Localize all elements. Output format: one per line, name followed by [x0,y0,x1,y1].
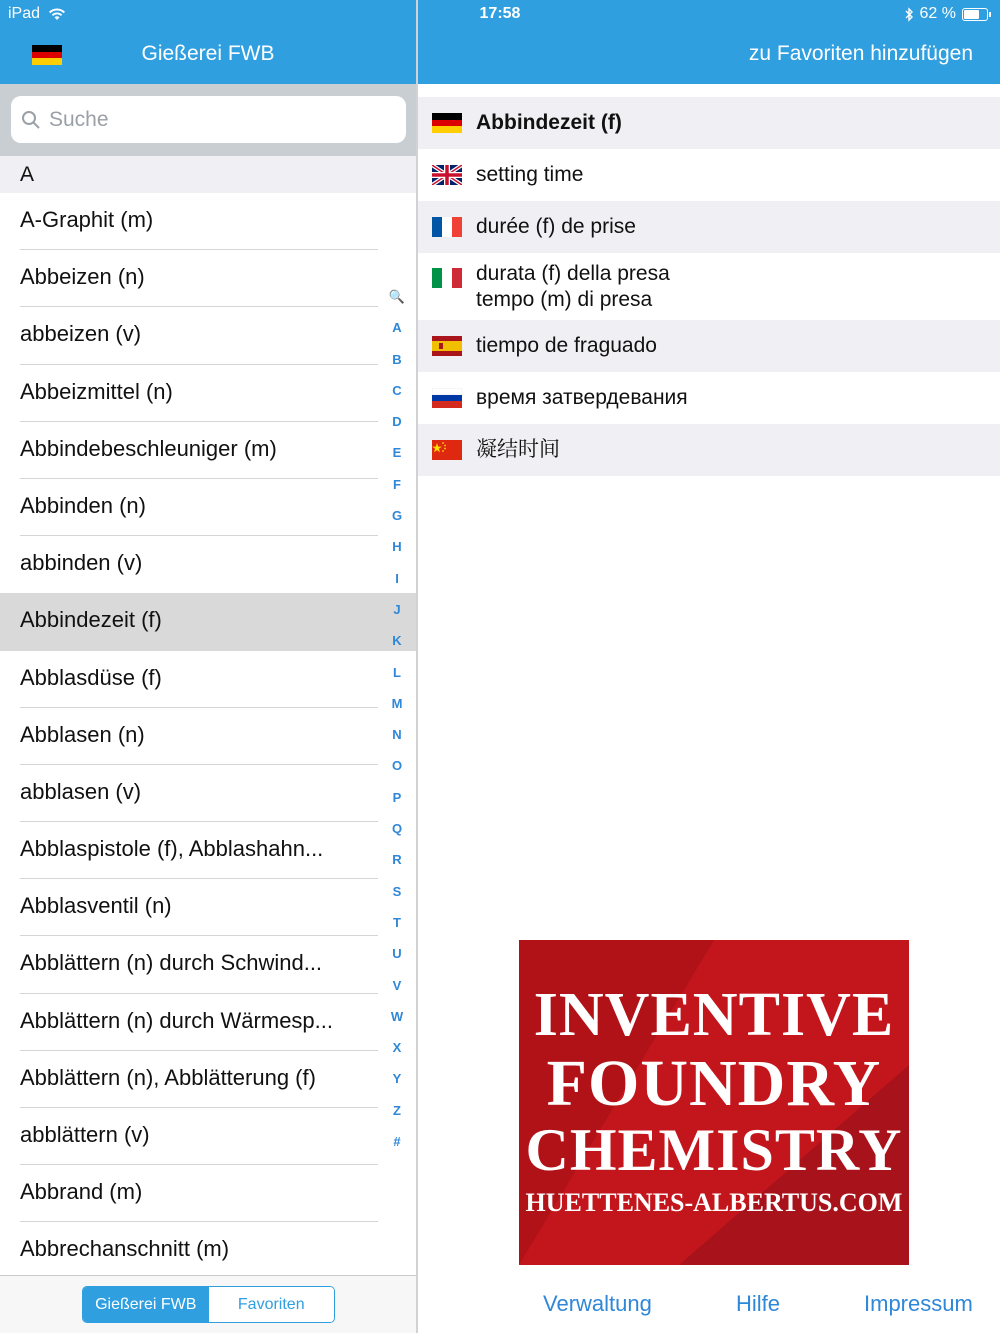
list-item[interactable] [0,822,416,879]
list-item-label: abbinden (v) [20,550,143,576]
translation-row-zh [418,424,1000,476]
ad-line-1: INVENTIVE [533,981,895,1049]
index-letter[interactable]: D [392,414,402,430]
list-item-label: Abblasen (n) [20,721,145,747]
section-letter: A [20,163,35,186]
list-item[interactable] [0,250,416,307]
index-letter[interactable]: X [392,1040,402,1056]
search-input[interactable] [49,108,389,132]
translation-row-fr [418,201,1000,253]
list-item[interactable] [0,1222,416,1275]
list-item-label: abbeizen (v) [20,321,142,347]
section-header [0,156,416,193]
list-item-label: Abbeizen (n) [20,264,145,290]
list-item-label: Abbindezeit (f) [20,607,162,633]
ad-line-3: CHEMISTRY [525,1117,903,1183]
spanish-flag-icon [432,336,462,356]
index-letter[interactable]: I [395,570,399,586]
battery-icon [962,8,988,21]
list-item-label: Abblättern (n), Abblätterung (f) [20,1064,316,1090]
index-letter[interactable]: P [392,789,402,805]
italian-flag-icon [432,268,462,288]
segment-favoriten[interactable]: Favoriten [209,1287,335,1322]
list-item[interactable] [0,422,416,479]
index-letter[interactable]: L [393,664,401,680]
index-letter[interactable]: S [392,883,402,899]
index-letter[interactable]: T [393,914,401,930]
ad-url: HUETTENES-ALBERTUS.COM [525,1188,903,1217]
search-icon [21,110,41,130]
index-search-icon[interactable]: 🔍 [388,289,406,304]
list-item-label: Abbrechanschnitt (m) [20,1236,230,1262]
imprint-button[interactable]: Impressum [864,1291,973,1316]
index-letter[interactable]: R [392,852,402,868]
translation-row-en [418,149,1000,201]
left-bottom-bar [0,1275,416,1333]
add-favorite-button[interactable]: zu Favoriten hinzufügen [748,42,973,65]
list-item-label: Abbrand (m) [20,1179,143,1205]
list-item[interactable] [0,1108,416,1165]
translation-text-it-1: durata (f) della presa [476,262,670,285]
index-letter[interactable]: Y [392,1071,402,1087]
device-label: iPad [8,5,41,22]
list-item[interactable] [0,1165,416,1222]
index-letter[interactable]: # [393,1134,401,1150]
index-letter[interactable]: K [392,633,402,649]
top-bar [0,0,1000,84]
list-item-label: A-Graphit (m) [20,207,154,232]
list-item[interactable] [0,193,416,250]
translation-text-ru: время затвердевания [476,386,688,409]
index-letter[interactable]: W [390,1008,404,1024]
list-item[interactable] [0,479,416,536]
index-letter[interactable]: V [392,977,402,993]
index-letter[interactable]: H [392,539,402,555]
right-toolbar [418,1275,1000,1333]
index-letter[interactable]: M [391,695,403,711]
advertisement-banner[interactable] [519,940,909,1265]
list-item-label: Abbindebeschleuniger (m) [20,435,277,461]
translation-text-it [476,261,670,313]
translation-text-zh: 凝结时间 [476,438,560,461]
list-item[interactable] [0,365,416,422]
search-bar-container [0,84,416,156]
search-field[interactable] [11,96,406,143]
status-right [904,5,988,23]
list-item-label: Abbinden (n) [20,492,146,518]
index-letter[interactable]: G [391,508,403,524]
list-item[interactable] [0,936,416,993]
french-flag-icon [432,217,462,237]
left-nav-bar [0,28,416,84]
translation-text-es: tiempo de fraguado [476,334,657,357]
translation-text-fr: durée (f) de prise [476,215,636,238]
index-letter[interactable]: N [392,727,402,743]
list-item-label: Abblättern (n) durch Schwind... [20,950,323,976]
translation-row-it [418,253,1000,320]
list-item[interactable] [0,879,416,936]
list-item[interactable] [0,307,416,364]
translation-row-es [418,320,1000,372]
translation-text-en: setting time [476,163,584,186]
list-item[interactable] [0,536,416,593]
segment-giesserei[interactable]: Gießerei FWB [83,1287,209,1322]
list-item-label: Abblaspistole (f), Abblashahn... [20,836,324,862]
index-letter[interactable]: O [391,758,403,774]
list-item-label: Abblättern (n) durch Wärmesp... [20,1007,334,1033]
index-letter[interactable]: F [393,476,401,492]
help-button[interactable]: Hilfe [736,1291,781,1316]
list-item-label: Abbeizmittel (n) [20,378,173,404]
index-letter[interactable]: E [392,445,402,461]
ad-line-2: FOUNDRY [546,1047,882,1120]
index-letter[interactable]: A [392,320,402,336]
translation-row-de [418,97,1000,149]
index-letter[interactable]: J [393,601,401,617]
index-letter[interactable]: U [392,946,402,962]
index-letter[interactable]: C [392,382,402,398]
battery-percent: 62 % [919,5,956,22]
list-item[interactable] [0,593,416,650]
index-letter[interactable]: Z [393,1102,401,1118]
bluetooth-icon [904,7,914,22]
alphabet-index[interactable] [384,281,410,1161]
list-item-label: Abblasdüse (f) [20,664,162,690]
manage-button[interactable]: Verwaltung [543,1291,652,1316]
translation-row-ru [418,372,1000,424]
translation-text-de: Abbindezeit (f) [476,111,622,134]
list-item-label: Abblasventil (n) [20,893,172,919]
list-item[interactable] [0,708,416,765]
uk-flag-icon [432,165,462,185]
russian-flag-icon [432,388,462,408]
segmented-control [82,1286,335,1323]
list-item[interactable] [0,994,416,1051]
list-item[interactable] [0,1051,416,1108]
list-item[interactable] [0,651,416,708]
translation-text-it-2: tempo (m) di presa [476,288,653,311]
app-title: Gießerei FWB [141,42,275,65]
status-time: 17:58 [479,5,521,22]
chinese-flag-icon [432,440,462,460]
term-list [0,193,416,1275]
index-letter[interactable]: Q [391,821,403,837]
list-item-label: abblättern (v) [20,1122,150,1147]
list-item-label: abblasen (v) [20,778,142,804]
german-flag-icon [432,113,462,133]
index-letter[interactable]: B [392,351,402,367]
list-item[interactable] [0,765,416,822]
